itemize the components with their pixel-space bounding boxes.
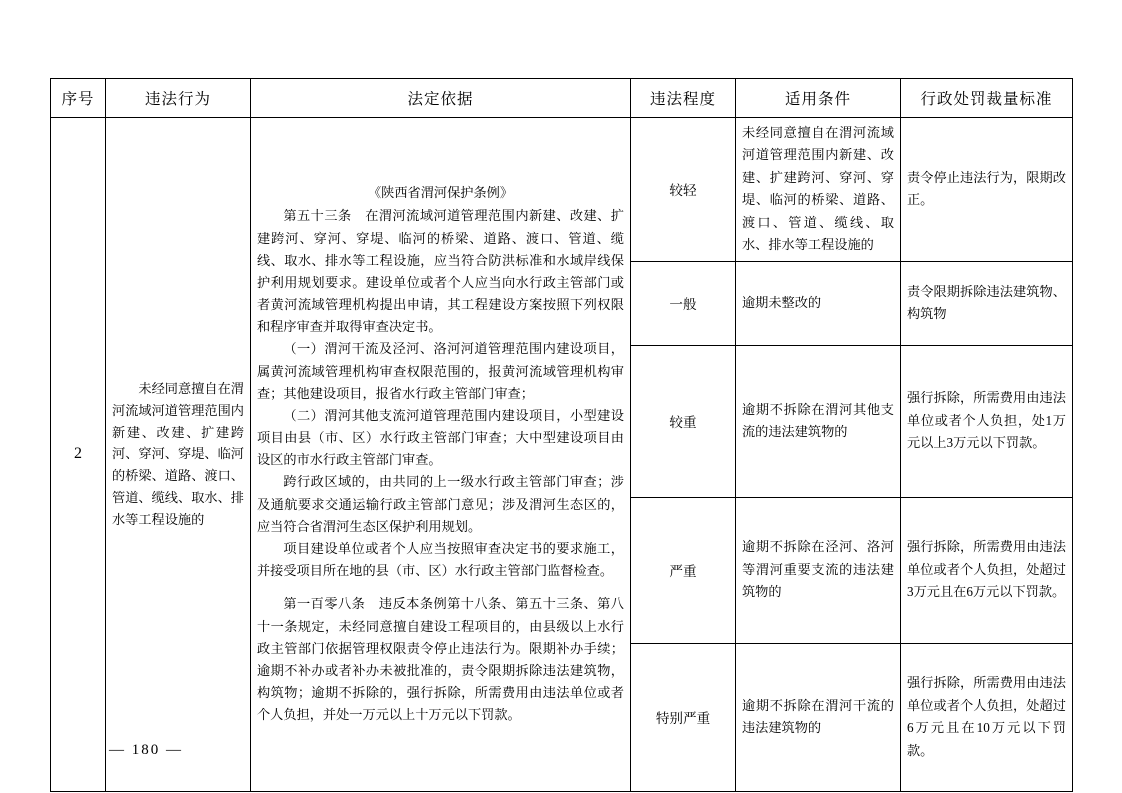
cell-condition: 未经同意擅自在渭河流域河道管理范围内新建、改建、扩建跨河、穿河、穿堤、临河的桥梁、道路、渡口、管道、缆线、取水、排水等工程设施的 xyxy=(736,118,901,262)
cell-standard: 强行拆除，所需费用由违法单位或者个人负担，处1万元以上3万元以下罚款。 xyxy=(901,345,1073,497)
header-condition: 适用条件 xyxy=(736,79,901,118)
page-footer xyxy=(0,742,1122,759)
cell-standard: 强行拆除，所需费用由违法单位或者个人负担，处超过6万元且在10万元以下罚款。 xyxy=(901,643,1073,791)
cell-degree: 较重 xyxy=(631,345,736,497)
cell-condition: 逾期不拆除在渭河其他支流的违法建筑物的 xyxy=(736,345,901,497)
cell-standard: 责令停止违法行为，限期改正。 xyxy=(901,118,1073,262)
header-act: 违法行为 xyxy=(106,79,251,118)
illegal-act-text: 未经同意擅自在渭河流域河道管理范围内新建、改建、扩建跨河、穿河、穿堤、临河的桥梁、道路、渡口、管道、缆线、取水、排水等工程设施的 xyxy=(112,381,244,527)
cell-degree: 较轻 xyxy=(631,118,736,262)
header-seq: 序号 xyxy=(51,79,106,118)
cell-degree: 严重 xyxy=(631,497,736,643)
legal-basis-paragraph: 跨行政区域的，由共同的上一级水行政主管部门审查；涉及通航要求交通运输行政主管部门意见；涉及渭河生态区的，应当符合省渭河生态区保护利用规划。 xyxy=(257,474,624,534)
cell-standard: 责令限期拆除违法建筑物、构筑物 xyxy=(901,261,1073,345)
cell-sequence-number: 2 xyxy=(51,118,106,792)
legal-basis-paragraph: （一）渭河干流及泾河、洛河河道管理范围内建设项目，属黄河流域管理机构审查权限范围的，报黄河流域管理机构审查；其他建设项目，报省水行政主管部门审查； xyxy=(257,341,624,401)
cell-condition: 逾期未整改的 xyxy=(736,261,901,345)
legal-basis-paragraph: 项目建设单位或者个人应当按照审查决定书的要求施工，并接受项目所在地的县（市、区）水行政主管部门监督检查。 xyxy=(257,541,624,579)
cell-standard: 强行拆除，所需费用由违法单位或者个人负担，处超过3万元且在6万元以下罚款。 xyxy=(901,497,1073,643)
legal-basis-paragraph: （二）渭河其他支流河道管理范围内建设项目，小型建设项目由县（市、区）水行政主管部门审查；大中型建设项目由设区的市水行政主管部门审查。 xyxy=(257,407,624,468)
header-basis: 法定依据 xyxy=(251,79,631,118)
cell-illegal-act xyxy=(106,118,251,792)
penalty-discretion-table xyxy=(50,78,1073,792)
cell-condition: 逾期不拆除在泾河、洛河等渭河重要支流的违法建筑物的 xyxy=(736,497,901,643)
table-body xyxy=(51,118,1073,792)
legal-basis-title: 《陕西省渭河保护条例》 xyxy=(367,185,514,201)
cell-degree: 特别严重 xyxy=(631,643,736,791)
cell-degree: 一般 xyxy=(631,261,736,345)
table-row xyxy=(51,118,1073,262)
page-number: — 180 — xyxy=(109,742,183,758)
cell-condition: 逾期不拆除在渭河干流的违法建筑物的 xyxy=(736,643,901,791)
header-standard: 行政处罚裁量标准 xyxy=(901,79,1073,118)
table-header-row xyxy=(51,79,1073,118)
cell-legal-basis xyxy=(251,118,631,792)
legal-basis-paragraph: 第五十三条 在渭河流域河道管理范围内新建、改建、扩建跨河、穿河、穿堤、临河的桥梁、道路、渡口、管道、缆线、取水、排水等工程设施，应当符合防洪标准和水域岸线保护利用规划要求。建设单位或者个人应当向水行政主管部门或者黄河流域管理机构提出申请，其工程建设方案按照下列权限和程序审查并取得审查决定书。 xyxy=(257,208,624,335)
paragraph-spacer xyxy=(257,582,624,593)
header-degree: 违法程度 xyxy=(631,79,736,118)
table-header xyxy=(51,79,1073,118)
legal-basis-paragraph: 第一百零八条 违反本条例第十八条、第五十三条、第八十一条规定，未经同意擅自建设工程项目的，由县级以上水行政主管部门依据管理权限责令停止违法行为。限期补办手续；逾期不补办或者补办未被批准的，责令限期拆除违法建筑物，构筑物；逾期不拆除的，强行拆除，所需费用由违法单位或者个人负担，并处一万元以上十万元以下罚款。 xyxy=(257,596,624,723)
